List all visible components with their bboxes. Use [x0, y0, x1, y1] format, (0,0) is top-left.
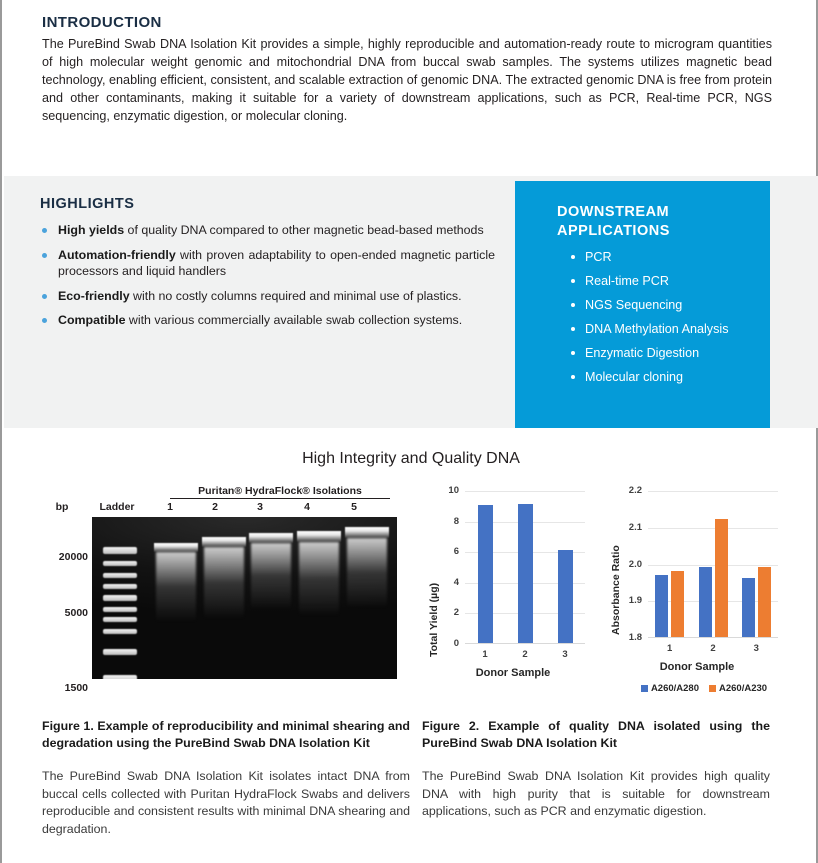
chart-absorbance-ratio: [606, 485, 806, 700]
figure1-caption-body: The PureBind Swab DNA Isolation Kit isolates intact DNA from buccal cells collected with Puritan HydraFlock Swabs and delivers reproducible and consistent results with minimal DNA shearing and degradation.: [42, 769, 410, 836]
downstream-heading-line2: APPLICATIONS: [557, 223, 670, 239]
gel-lane-2: [202, 517, 246, 679]
figure2-caption-title: Figure 2. Example of quality DNA isolated using the PureBind Swab DNA Isolation Kit: [422, 719, 770, 750]
gel-lane-3: [249, 517, 293, 679]
gridline: [648, 565, 778, 566]
bar-A260A230-2: [715, 519, 728, 637]
downstream-item-4: DNA Methylation Analysis: [571, 321, 770, 337]
gel-bp-marker-20000: 20000: [58, 551, 88, 563]
highlights-list: [40, 222, 495, 329]
gel-lane-1: [154, 517, 198, 679]
x-tick-label: 1: [667, 643, 673, 654]
x-tick-label: 2: [522, 649, 528, 660]
bar-A260A230-3: [758, 567, 771, 637]
legend-label-1: A260/A280: [650, 683, 699, 694]
x-tick-label: 3: [562, 649, 568, 660]
gel-lane-5: [345, 517, 389, 679]
downstream-item-3: NGS Sequencing: [571, 297, 770, 313]
y-tick-label: 2.0: [628, 558, 642, 570]
figure1-caption: [42, 718, 410, 838]
gel-lane-label-1: 1: [167, 501, 173, 513]
figures-section-title: High Integrity and Quality DNA: [302, 450, 520, 467]
highlight-item-3-lead: Eco-friendly: [58, 288, 130, 303]
downstream-item-1: PCR: [571, 249, 770, 265]
highlight-item-3: Eco-friendly with no costly columns required and minimal use of plastics.: [40, 288, 495, 305]
highlight-item-2-lead: Automation-friendly: [58, 247, 176, 262]
gel-lane-label-3: 3: [257, 501, 263, 513]
introduction-heading: INTRODUCTION: [42, 14, 162, 31]
downstream-item-5: Enzymatic Digestion: [571, 345, 770, 361]
introduction-section: [42, 14, 772, 125]
x-tick-label: 1: [482, 649, 488, 660]
highlight-item-4-lead: Compatible: [58, 313, 126, 327]
legend-swatch-1: [641, 685, 648, 692]
y-tick-label: 1.8: [628, 632, 642, 643]
chart1-plot-area: [465, 491, 585, 644]
highlight-item-2: Automation-friendly with proven adaptability to open-ended magnetic particle processors and liquid handlers: [40, 247, 495, 280]
gridline: [465, 491, 585, 492]
agarose-gel-image: [92, 517, 397, 679]
chart2-y-axis-title: Absorbance Ratio: [610, 545, 622, 635]
bar-A260A230-1: [671, 571, 684, 637]
figures-row: [2, 485, 818, 715]
y-tick-label: 8: [453, 515, 459, 527]
gel-lane-label-5: 5: [351, 501, 357, 513]
bar-2: [518, 504, 533, 643]
gel-ladder-header: Ladder: [99, 501, 135, 513]
downstream-list: [515, 249, 770, 385]
y-tick-label: 0: [453, 638, 459, 649]
figure2-caption: [422, 718, 770, 821]
bar-A260A280-3: [742, 578, 755, 637]
gel-bp-marker-1500: 1500: [64, 682, 88, 694]
bar-A260A280-1: [655, 575, 668, 637]
chart1-x-axis-title: Donor Sample: [475, 667, 551, 679]
x-tick-label: 2: [710, 643, 716, 654]
y-tick-label: 2.2: [628, 485, 642, 496]
chart2-plot-area: [648, 491, 778, 638]
legend-item-1: [641, 683, 699, 694]
x-tick-label: 3: [753, 643, 759, 654]
gel-bp-header: bp: [55, 501, 69, 513]
chart2-legend: [614, 683, 794, 694]
downstream-item-2: Real-time PCR: [571, 273, 770, 289]
downstream-applications-box: [515, 181, 770, 428]
chart1-y-axis-title: Total Yield (µg): [428, 582, 440, 657]
legend-swatch-2: [709, 685, 716, 692]
y-tick-label: 4: [453, 576, 459, 588]
gel-header-labels: [42, 485, 400, 517]
highlights-heading: HIGHLIGHTS: [40, 196, 135, 212]
highlight-item-1-lead: High yields: [58, 223, 125, 237]
gel-figure: [42, 485, 400, 694]
bar-A260A280-2: [699, 567, 712, 637]
y-tick-label: 2.1: [628, 521, 642, 533]
chart-total-yield: [420, 485, 600, 685]
y-tick-label: 10: [448, 485, 459, 496]
chart2-x-axis-title: Donor Sample: [659, 661, 735, 673]
bar-1: [478, 505, 493, 643]
gel-lane-4: [297, 517, 341, 679]
downstream-item-6: Molecular cloning: [571, 369, 770, 385]
gridline: [648, 491, 778, 492]
y-tick-label: 1.9: [628, 595, 642, 607]
highlight-item-1: High yields of quality DNA compared to other magnetic bead-based methods: [40, 222, 495, 239]
gridline: [648, 528, 778, 529]
y-tick-label: 6: [453, 546, 459, 558]
highlight-item-4: Compatible with various commercially available swab collection systems.: [40, 312, 495, 329]
figure1-caption-title: Figure 1. Example of reproducibility and minimal shearing and degradation using the PureBind Swab DNA Isolation Kit: [42, 719, 410, 750]
downstream-heading-line1: DOWNSTREAM: [557, 204, 670, 220]
downstream-heading: [557, 203, 770, 241]
gel-group-label: Puritan® HydraFlock® Isolations: [170, 485, 390, 499]
introduction-body: The PureBind Swab DNA Isolation Kit provides a simple, highly reproducible and automation-ready route to microgram quantities of high molecular weight genomic and mitochondrial DNA from buccal swab samples. The systems utilizes magnetic bead technology, enabling efficient, consistent, and scalable extraction of genomic DNA. The extracted genomic DNA is free from protein and other contaminants, making it suitable for a variety of downstream applications, such as PCR, Real-time PCR, NGS sequencing, enzymatic digestion, or molecular cloning.: [42, 37, 772, 123]
gel-lane-ladder: [100, 517, 140, 679]
figure2-caption-body: The PureBind Swab DNA Isolation Kit provides high quality DNA with high purity that is suitable for downstream applications, such as PCR and enzymatic digestion.: [422, 769, 770, 818]
legend-item-2: [709, 683, 767, 694]
highlights-section: [40, 196, 495, 337]
gel-lane-label-2: 2: [212, 501, 218, 513]
gel-bp-marker-5000: 5000: [64, 607, 88, 619]
y-tick-label: 2: [453, 607, 459, 619]
bar-3: [558, 550, 573, 643]
gel-lane-label-4: 4: [304, 501, 310, 513]
legend-label-2: A260/A230: [719, 683, 768, 694]
